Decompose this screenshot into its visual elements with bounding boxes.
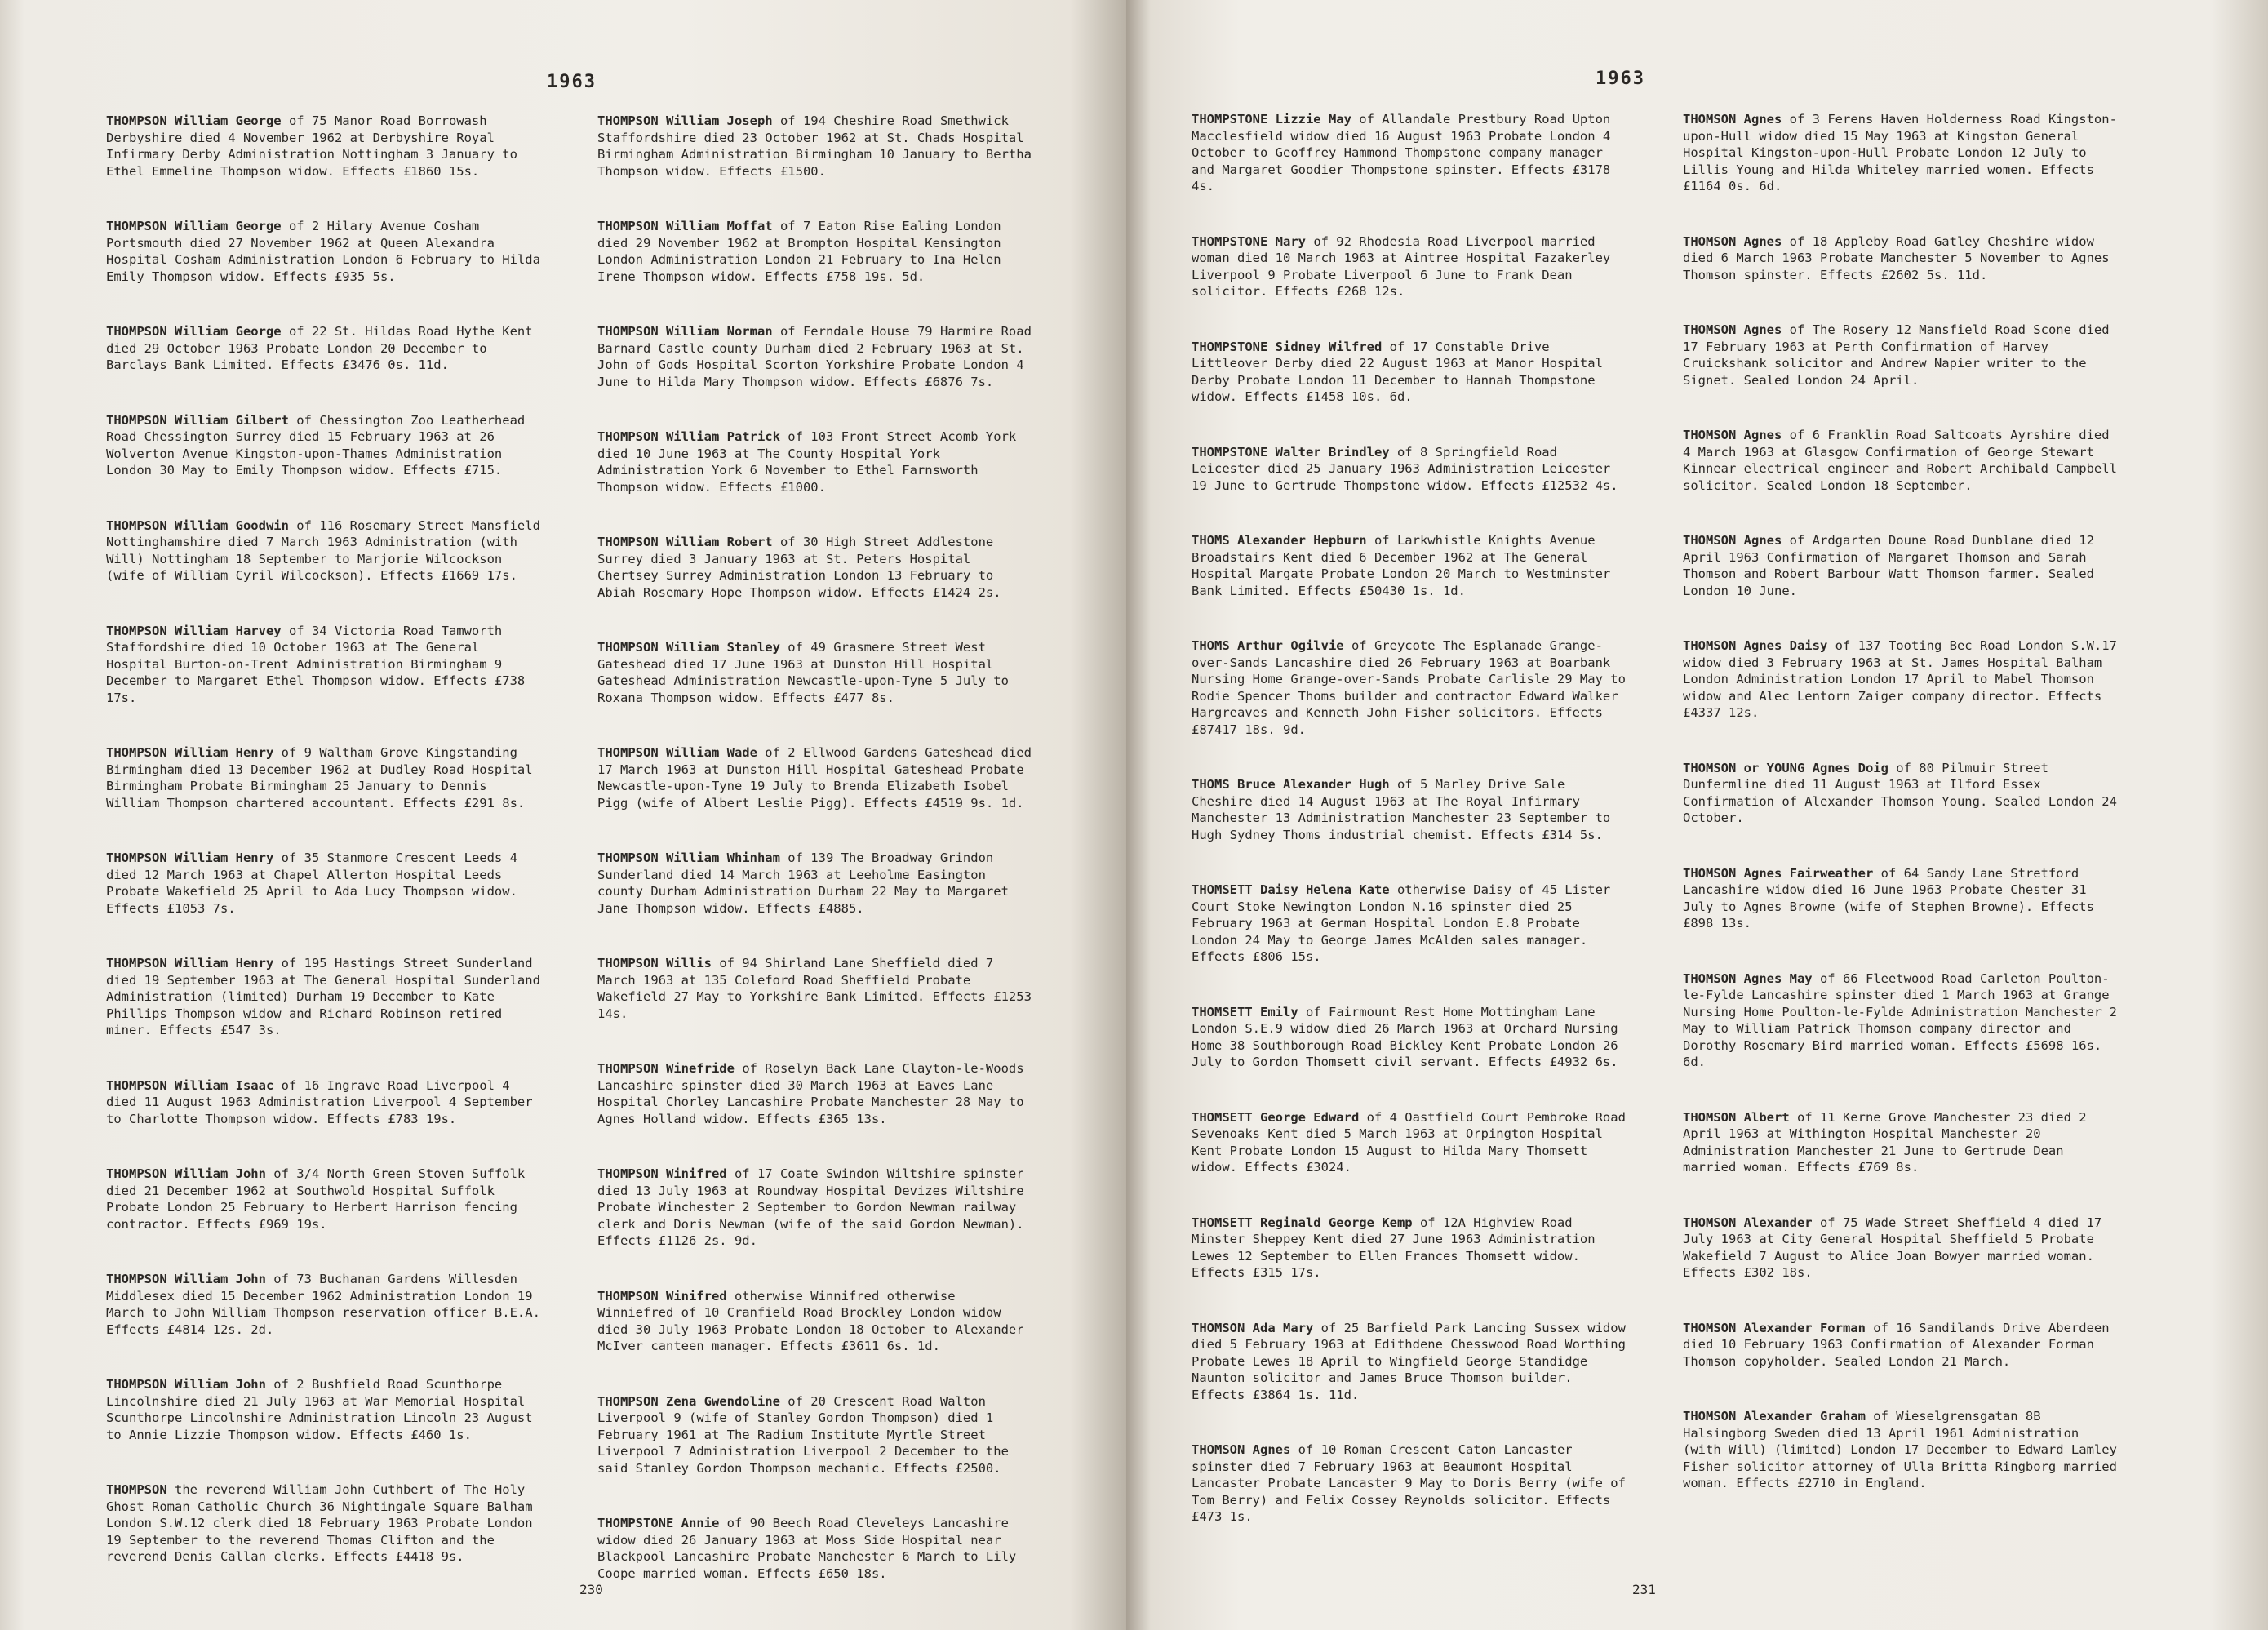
probate-entry [1683,865,2124,932]
entry-name: THOMPSTONE Lizzie May [1192,112,1351,127]
entry-text: of 194 Cheshire Road Smethwick Staffordshire died 23 October 1962 at St. Chads Hospital Birmingham Administration Birmingham 10 January to Bertha Thompson widow. Effects £1500. [597,113,1032,179]
entry-text: of 7 Eaton Rise Ealing London died 29 November 1962 at Brompton Hospital Kensington London Administration London 21 February to Ina Helen Irene Thompson widow. Effects £758 19s. 5d. [597,219,1001,284]
entry-text: of 6 Franklin Road Saltcoats Ayrshire died 4 March 1963 at Glasgow Confirmation of George Stewart Kinnear electrical engineer and Robert Archibald Campbell solicitor. Sealed London 18 September. [1683,428,2117,493]
entry-text: of 137 Tooting Bec Road London S.W.17 widow died 3 February 1963 at St. James Hospital Balham London Administration London 17 April to Mabel Thomson widow and Alec Lentorn Zaiger company director. Effects £4337 12s. [1683,638,2117,720]
entry-name: THOMSON Agnes [1683,533,1782,548]
entry-name: THOMPSON William Whinham [597,851,780,865]
probate-entry [1192,444,1632,495]
entry-text: of 92 Rhodesia Road Liverpool married woman died 10 March 1963 at Aintree Hospital Fazakerley Liverpool 9 Probate Liverpool 6 June to Frank Dean solicitor. Effects £268 12s. [1192,233,1611,299]
probate-entry [1683,1109,2124,1176]
probate-entry [597,323,1038,390]
probate-entry [597,1288,1038,1355]
entry-name: THOMPSON [106,1482,167,1497]
entry-name: THOMPSON Winifred [597,1166,727,1181]
probate-entry [1683,427,2124,494]
probate-entry [1192,111,1632,195]
probate-entry [597,1393,1038,1477]
probate-entry [597,955,1038,1022]
entry-name: THOMSON Ada Mary [1192,1320,1314,1335]
entry-name: THOMS Arthur Ogilvie [1192,638,1344,653]
probate-entry [1683,322,2124,389]
entry-text: of 195 Hastings Street Sunderland died 19 September 1963 at The General Hospital Sunderland Administration (limited) Durham 19 December to Kate Phillips Thompson widow and Richard Robinson retired miner. Effects £547 3s. [106,956,540,1037]
entry-name: THOMPSON Willis [597,956,712,970]
entry-name: THOMSETT George Edward [1192,1109,1360,1125]
probate-entry [1683,760,2124,827]
probate-entry [597,1166,1038,1250]
right-year-heading: 1963 [1596,69,1645,89]
entry-name: THOMSETT Daisy Helena Kate [1192,882,1390,897]
left-column-2 [597,113,1038,1620]
probate-entry [1683,111,2124,195]
entry-name: THOMPSON William John [106,1377,266,1392]
entry-text: of Greycote The Esplanade Grange-over-Sands Lancashire died 26 February 1963 at Boarbank Nursing Home Grange-over-Sands Probate Carlisle 29 May to Rodie Spencer Thoms builder and contractor Edward Walker Hargreaves and Kenneth John Fisher solicitors. Effects £87417 18s. 9d. [1192,638,1626,737]
entry-name: THOMS Alexander Hepburn [1192,533,1367,548]
entry-name: THOMS Bruce Alexander Hugh [1192,777,1390,792]
entry-name: THOMPSON Zena Gwendoline [597,1393,780,1409]
entry-name: THOMPSON William George [106,324,282,339]
entry-name: THOMPSON William John [106,1272,266,1286]
entry-text: of Larkwhistle Knights Avenue Broadstairs Kent died 6 December 1962 at The General Hospital Margate Probate London 20 March to Westminster Bank Limited. Effects £50430 1s. 1d. [1192,533,1611,598]
entry-name: THOMSON Alexander [1683,1215,1813,1230]
entry-name: THOMSON Agnes May [1683,970,1813,986]
entry-name: THOMPSON William Goodwin [106,517,289,533]
probate-entry [1192,1441,1632,1526]
probate-entry [597,534,1038,601]
probate-entry [1192,1320,1632,1404]
probate-entry [1683,233,2124,284]
left-columns [106,113,1038,1620]
entry-text: of 66 Fleetwood Road Carleton Poulton-le-Fylde Lancashire spinster died 1 March 1963 at Grange Nursing Home Poulton-le-Fylde Administration Manchester 2 May to William Patrick Thomson company director and Dorothy Rosemary Bird married woman. Effects £5698 16s. 6d. [1683,970,2117,1069]
entry-name: THOMPSTONE Annie [597,1516,720,1530]
entry-text: of Roselyn Back Lane Clayton-le-Woods Lancashire spinster died 30 March 1963 at Eaves Lane Hospital Chorley Lancashire Probate Manchester 28 May to Agnes Holland widow. Effects £365 13s. [597,1061,1024,1126]
entry-name: THOMPSON William Stanley [597,640,780,655]
entry-name: THOMPSON William Isaac [106,1077,274,1093]
entry-name: THOMPSON Winifred [597,1288,727,1304]
entry-text: of 75 Manor Road Borrowash Derbyshire died 4 November 1962 at Derbyshire Royal Infirmary Derby Administration Nottingham 3 January to Ethel Emmeline Thompson widow. Effects £1860 15s. [106,113,517,179]
entry-text: of 3 Ferens Haven Holderness Road Kingston-upon-Hull widow died 15 May 1963 at Kingston General Hospital Kingston-upon-Hull Probate London 12 July to Lillis Young and Hilda Whiteley married women. Effects £1164 0s. 6d. [1683,112,2117,193]
right-columns [1192,111,2124,1564]
entry-name: THOMPSON William Moffat [597,219,773,233]
probate-entry [106,623,547,707]
probate-entry [106,218,547,285]
entry-name: THOMSON Alexander Graham [1683,1409,1866,1423]
entry-text: of Allandale Prestbury Road Upton Macclesfield widow died 16 August 1963 Probate London 4 October to Geoffrey Hammond Thompstone company manager and Margaret Goodier Thompstone spinster. Effects £3178 4s. [1192,112,1611,193]
probate-entry [1683,532,2124,599]
entry-text: of 22 St. Hildas Road Hythe Kent died 29 October 1963 Probate London 20 December to Barclays Bank Limited. Effects £3476 0s. 11d. [106,324,533,372]
entry-text: of Ferndale House 79 Harmire Road Barnard Castle county Durham died 2 February 1963 at St. John of Gods Hospital Scorton Yorkshire Probate London 4 June to Hilda Mary Thompson widow. Effects £6876 7s. [597,324,1032,389]
entry-text: of 17 Constable Drive Littleover Derby died 22 August 1963 at Manor Hospital Derby Probate London 11 December to Hannah Thompstone widow. Effects £1458 10s. 6d. [1192,339,1603,404]
entry-text: of 10 Roman Crescent Caton Lancaster spinster died 7 February 1963 at Beaumont Hospital Lancaster Probate Lancaster 9 May to Doris Berry (wife of Tom Berry) and Felix Cossey Reynolds solicitor. Effects £473 1s. [1192,1442,1626,1524]
entry-name: THOMSON Agnes Daisy [1683,638,1828,653]
entry-text: of 5 Marley Drive Sale Cheshire died 14 August 1963 at The Royal Infirmary Manchester 13 Administration Manchester 23 September to Hugh Sydney Thoms industrial chemist. Effects £314 5s. [1192,777,1611,842]
probate-entry [1192,1004,1632,1071]
probate-entry [1192,776,1632,843]
entry-name: THOMPSON William Patrick [597,429,780,444]
entry-text: of 90 Beech Road Cleveleys Lancashire widow died 26 January 1963 at Moss Side Hospital near Blackpool Lancashire Probate Manchester 6 March to Lily Coope married woman. Effects £650 18s. [597,1516,1017,1581]
entry-text: of 11 Kerne Grove Manchester 23 died 2 April 1963 at Withington Hospital Manchester 20 Administration Manchester 21 June to Gertrude Dean married woman. Effects £769 8s. [1683,1109,2087,1175]
entry-text: otherwise Winnifred otherwise Winniefred of 10 Cranfield Road Brockley London widow died 30 July 1963 Probate London 18 October to Alexander McIver canteen manager. Effects £3611 6s. 1d. [597,1288,1024,1353]
probate-entry [1683,637,2124,722]
entry-text: of Chessington Zoo Leatherhead Road Chessington Surrey died 15 February 1963 at 26 Wolverton Avenue Kingston-upon-Thames Administration London 30 May to Emily Thompson widow. Effects £715. [106,412,526,477]
probate-entry [106,517,547,584]
entry-name: THOMSON Agnes [1192,1442,1291,1457]
entry-text: of 2 Hilary Avenue Cosham Portsmouth died 27 November 1962 at Queen Alexandra Hospital Cosham Administration London 6 February to Hilda Emily Thompson widow. Effects £935 5s. [106,219,540,284]
entry-text: of 49 Grasmere Street West Gateshead died 17 June 1963 at Dunston Hill Hospital Gateshead Administration Newcastle-upon-Tyne 5 July to Roxana Thompson widow. Effects £477 8s. [597,640,1009,705]
entry-name: THOMSON or YOUNG Agnes Doig [1683,760,1889,775]
left-year-heading: 1963 [547,72,597,92]
probate-entry [106,744,547,811]
entry-text: of 16 Sandilands Drive Aberdeen died 10 February 1963 Confirmation of Alexander Forman Thomson copyholder. Sealed London 21 March. [1683,1320,2110,1369]
entry-text: of Ardgarten Doune Road Dunblane died 12 April 1963 Confirmation of Margaret Thomson and Sarah Thomson and Robert Barbour Watt Thomson farmer. Sealed London 10 June. [1683,533,2094,598]
probate-entry [1683,1215,2124,1281]
probate-entry [106,850,547,917]
entry-text: of 34 Victoria Road Tamworth Staffordshire died 10 October 1963 at The General Hospital Burton-on-Trent Administration Birmingham 9 December to Margaret Ethel Thompson widow. Effects £738 17s. [106,623,526,705]
probate-entry [597,218,1038,285]
probate-entry [106,412,547,479]
entry-name: THOMPSTONE Mary [1192,233,1306,249]
entry-name: THOMPSON William Wade [597,745,757,760]
probate-entry [1192,637,1632,738]
entry-text: of 4 Oastfield Court Pembroke Road Sevenoaks Kent died 5 March 1963 at Orpington Hospital Kent Probate London 15 August to Hilda Mary Thomsett widow. Effects £3024. [1192,1109,1626,1175]
entry-text: the reverend William John Cuthbert of The Holy Ghost Roman Catholic Church 36 Nightingale Square Balham London S.W.12 clerk died 18 February 1963 Probate London 19 September to the reverend Thomas Clifton and the reverend Denis Callan clerks. Effects £4418 9s. [106,1482,533,1564]
entry-name: THOMSON Agnes [1683,322,1782,337]
probate-entry [1192,339,1632,406]
probate-entry [1683,1320,2124,1370]
entry-text: of Fairmount Rest Home Mottingham Lane London S.E.9 widow died 26 March 1963 at Orchard Nursing Home 38 Southborough Road Bickley Kent Probate London 26 July to Gordon Thomsett civil servant. Effects £4932 6s. [1192,1004,1618,1069]
entry-name: THOMPSON Winefride [597,1061,735,1076]
probate-entry [1192,1109,1632,1176]
probate-entry [597,744,1038,811]
probate-entry [106,1166,547,1232]
probate-entry [106,955,547,1039]
entry-text: of 9 Waltham Grove Kingstanding Birmingham died 13 December 1962 at Dudley Road Hospital Birmingham Probate Birmingham 25 January to Dennis William Thompson chartered accountant. Effects £291 8s. [106,745,533,811]
probate-entry [106,1481,547,1566]
probate-entry [106,1077,547,1128]
entry-text: of 20 Crescent Road Walton Liverpool 9 (wife of Stanley Gordon Thompson) died 1 February 1961 at The Radium Institute Myrtle Street Liverpool 7 Administration Liverpool 2 December to the said Stanley Gordon Thompson mechanic. Effects £2500. [597,1393,1009,1476]
entry-name: THOMPSON William Harvey [106,623,282,638]
entry-text: of 64 Sandy Lane Stretford Lancashire widow died 16 June 1963 Probate Chester 31 July to Agnes Browne (wife of Stephen Browne). Effects £898 13s. [1683,865,2094,930]
entry-name: THOMSON Agnes [1683,233,1782,249]
probate-entry [597,1060,1038,1127]
entry-text: of 30 High Street Addlestone Surrey died 3 January 1963 at St. Peters Hospital Chertsey Surrey Administration London 13 February to Abiah Rosemary Hope Thompson widow. Effects £1424 2s. [597,535,1001,600]
left-column-1 [106,113,547,1620]
entry-text: of 116 Rosemary Street Mansfield Nottinghamshire died 7 March 1963 Administration (with Will) Nottingham 18 September to Marjorie Wilcockson (wife of William Cyril Wilcockson). Effects £1669 17s. [106,517,540,583]
entry-name: THOMPSTONE Sidney Wilfred [1192,339,1383,354]
entry-name: THOMPSON William Gilbert [106,412,289,428]
entry-text: of 2 Bushfield Road Scunthorpe Lincolnshire died 21 July 1963 at War Memorial Hospital Scunthorpe Lincolnshire Administration Lincoln 23 August to Annie Lizzie Thompson widow. Effects £460 1s. [106,1377,533,1442]
entry-text: of 75 Wade Street Sheffield 4 died 17 July 1963 at City General Hospital Sheffield 5 Probate Wakefield 7 August to Alice Joan Bowyer married woman. Effects £302 18s. [1683,1215,2102,1280]
entry-name: THOMSON Alexander Forman [1683,1320,1866,1335]
left-page-number: 230 [579,1582,603,1597]
probate-entry [597,113,1038,180]
entry-text: of 3/4 North Green Stoven Suffolk died 21 December 1962 at Southwold Hospital Suffolk Probate London 25 February to Herbert Harrison fencing contractor. Effects £969 19s. [106,1166,526,1232]
probate-entry [1192,1215,1632,1281]
entry-name: THOMPSON William George [106,219,282,233]
probate-entry [106,113,547,180]
probate-entry [106,1271,547,1338]
entry-name: THOMSON Agnes [1683,112,1782,127]
entry-text: of 2 Ellwood Gardens Gateshead died 17 March 1963 at Dunston Hill Hospital Gateshead Probate Newcastle-upon-Tyne 19 July to Brenda Elizabeth Isobel Pigg (wife of Albert Leslie Pigg). Effects £4519 9s. 1d. [597,745,1032,811]
entry-text: of 103 Front Street Acomb York died 10 June 1963 at The County Hospital York Administration York 6 November to Ethel Farnsworth Thompson widow. Effects £1000. [597,429,1017,495]
entry-text: of 139 The Broadway Grindon Sunderland died 14 March 1963 at Leeholme Easington county Durham Administration Durham 22 May to Margaret Jane Thompson widow. Effects £4885. [597,851,1009,916]
entry-name: THOMPSON William Norman [597,324,773,339]
right-column-2 [1683,111,2124,1564]
left-page [0,0,1126,1630]
entry-text: of 17 Coate Swindon Wiltshire spinster died 13 July 1963 at Roundway Hospital Devizes Wiltshire Probate Winchester 2 September to Gordon Newman railway clerk and Doris Newman (wife of the said Gordon Newman). Effects £1126 2s. 9d. [597,1166,1024,1248]
probate-entry [106,323,547,374]
entry-name: THOMPSON William Henry [106,956,274,970]
entry-text: of 35 Stanmore Crescent Leeds 4 died 12 March 1963 at Chapel Allerton Hospital Leeds Probate Wakefield 25 April to Ada Lucy Thompson widow. Effects £1053 7s. [106,851,517,916]
entry-text: of 94 Shirland Lane Sheffield died 7 March 1963 at 135 Coleford Road Sheffield Probate Wakefield 27 May to Yorkshire Bank Limited. Effects £1253 14s. [597,956,1032,1021]
right-page [1126,0,2268,1630]
entry-text: of 12A Highview Road Minster Sheppey Kent died 27 June 1963 Administration Lewes 12 September to Ellen Frances Thomsett widow. Effects £315 17s. [1192,1215,1596,1280]
entry-name: THOMSETT Reginald George Kemp [1192,1215,1413,1230]
probate-entry [106,1376,547,1443]
entry-text: of Wieselgrensgatan 8B Halsingborg Sweden died 13 April 1961 Administration (with Will) (limited) London 17 December to Edward Lamley Fisher solicitor attorney of Ulla Britta Ringborg married woman. Effects £2710 in England. [1683,1409,2117,1490]
entry-text: of 18 Appleby Road Gatley Cheshire widow died 6 March 1963 Probate Manchester 5 November to Agnes Thomson spinster. Effects £2602 5s. 11d. [1683,233,2110,282]
entry-text: of 8 Springfield Road Leicester died 25 January 1963 Administration Leicester 19 June to Gertrude Thompstone widow. Effects £12532 4s. [1192,444,1618,493]
entry-text: of 25 Barfield Park Lancing Sussex widow died 5 February 1963 at Edithdene Chesswood Road Worthing Probate Lewes 18 April to Wingfield George Standidge Naunton solicitor and James Bruce Thomson builder. Effects £3864 1s. 11d. [1192,1320,1626,1402]
entry-text: of 73 Buchanan Gardens Willesden Middlesex died 15 December 1962 Administration London 19 March to John William Thompson reservation officer B.E.A. Effects £4814 12s. 2d. [106,1272,540,1337]
probate-entry [597,429,1038,495]
entry-name: THOMPSON William Joseph [597,113,773,128]
entry-name: THOMSON Albert [1683,1109,1790,1125]
entry-name: THOMPSON William Robert [597,535,773,549]
entry-name: THOMPSON William Henry [106,745,274,760]
probate-entry [597,639,1038,706]
probate-entry [1192,882,1632,966]
probate-entry [1192,233,1632,300]
entry-text: of 80 Pilmuir Street Dunfermline died 11 August 1963 at Ilford Essex Confirmation of Alexander Thomson Young. Sealed London 24 October. [1683,760,2117,825]
probate-entry [1192,532,1632,599]
entry-name: THOMPSON William George [106,113,282,128]
right-page-number: 231 [1632,1582,1656,1597]
entry-name: THOMSON Agnes [1683,428,1782,442]
probate-entry [597,1515,1038,1582]
probate-entry [597,850,1038,917]
probate-entry [1683,1408,2124,1492]
right-column-1 [1192,111,1632,1564]
entry-name: THOMSETT Emily [1192,1004,1298,1019]
entry-text: of The Rosery 12 Mansfield Road Scone died 17 February 1963 at Perth Confirmation of Harvey Cruickshank solicitor and Andrew Napier writer to the Signet. Sealed London 24 April. [1683,322,2110,388]
entry-text: otherwise Daisy of 45 Lister Court Stoke Newington London N.16 spinster died 25 February 1963 at German Hospital London E.8 Probate London 24 May to George James McAlden sales manager. Effects £806 15s. [1192,882,1611,964]
entry-text: of 16 Ingrave Road Liverpool 4 died 11 August 1963 Administration Liverpool 4 September to Charlotte Thompson widow. Effects £783 19s. [106,1077,533,1126]
probate-entry [1683,970,2124,1071]
entry-name: THOMPSON William John [106,1166,266,1181]
entry-name: THOMSON Agnes Fairweather [1683,865,1874,881]
entry-name: THOMPSON William Henry [106,851,274,865]
entry-name: THOMPSTONE Walter Brindley [1192,444,1390,460]
